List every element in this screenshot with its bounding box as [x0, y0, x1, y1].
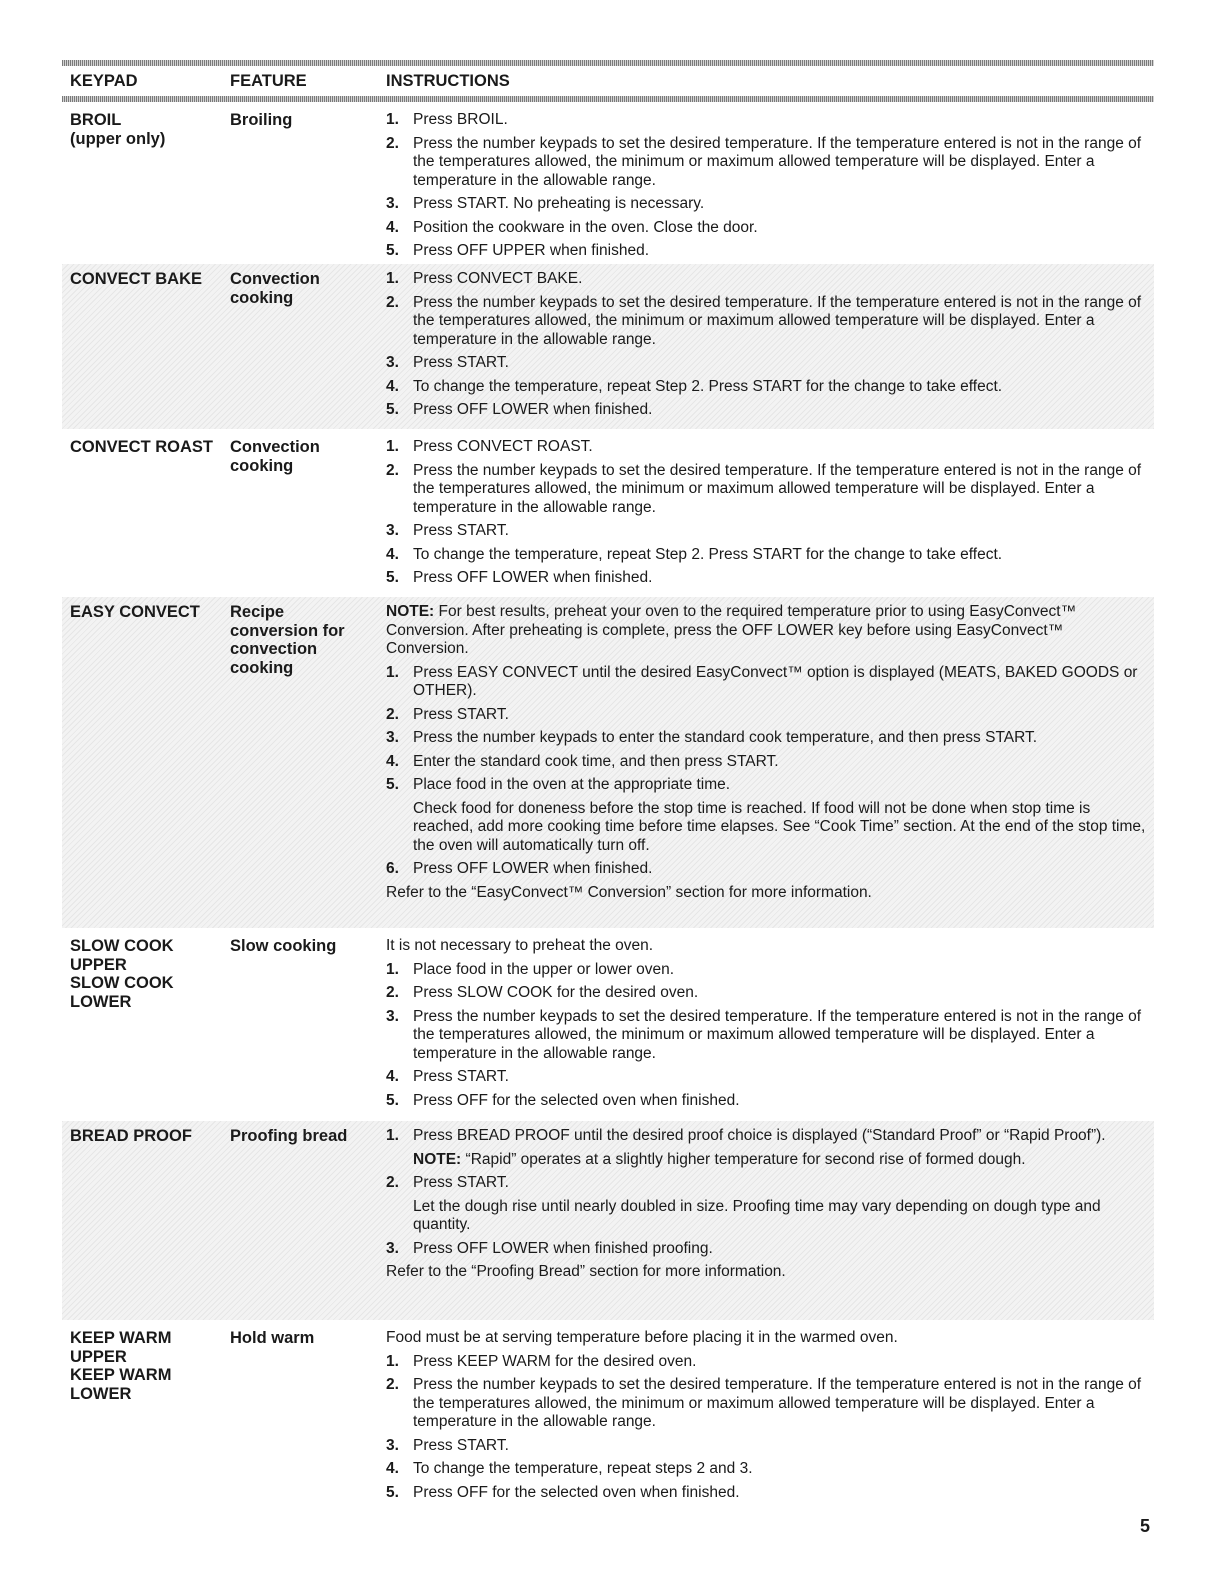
step: 1. Press BREAD PROOF until the desired proof choice is displayed (“Standard Proof” or “Rapid Proof”). — [386, 1127, 1106, 1144]
step: 5. Press OFF LOWER when finished. — [386, 569, 653, 586]
step: 2. Press the number keypads to set the desired temperature. If the temperature entered is not in the range of the temperatures allowed, the minimum or maximum allowed temperature will be displayed. Enter a temperature in the allowable range. — [386, 134, 1142, 189]
feature-label: Broiling — [230, 111, 293, 129]
step: 3. Press START. No preheating is necessary. — [386, 195, 705, 212]
intro: Food must be at serving temperature before placing it in the warmed oven. — [386, 1329, 898, 1346]
step: 2. Press the number keypads to set the desired temperature. If the temperature entered is not in the range of the temperatures allowed, the minimum or maximum allowed temperature will be displayed. Enter a temperature in the allowable range. — [386, 293, 1142, 348]
step: 3. Press the number keypads to enter the standard cook temperature, and then press START. — [386, 729, 1038, 746]
table-header — [62, 66, 1154, 96]
page-number: 5 — [1140, 1516, 1151, 1536]
step: 4. To change the temperature, repeat Step 2. Press START for the change to take effect. — [386, 377, 1003, 395]
step: 4. Position the cookware in the oven. Close the door. — [386, 218, 758, 236]
keypad-label: CONVECT ROAST — [70, 438, 214, 456]
feature-label: Convection cooking — [230, 438, 320, 475]
step: 3. Press START. — [386, 1436, 509, 1454]
instructions — [386, 1329, 1154, 1502]
instructions-table — [62, 60, 1154, 1520]
feature-label: Hold warm — [230, 1329, 315, 1347]
header-feature: FEATURE — [230, 71, 307, 90]
note: NOTE: For best results, preheat your oven to the required temperature prior to using EasyConvect™ Conversion. After preheating is complete, press the OFF LOWER key before using EasyConvect™ Conversion. — [386, 603, 1077, 657]
keypad-label: CONVECT BAKE — [70, 270, 203, 288]
row-easy-convect — [62, 597, 1154, 928]
row-broil — [62, 102, 1154, 264]
instructions — [386, 937, 1154, 1110]
keypad-label: EASY CONVECT — [70, 603, 200, 621]
instructions — [386, 111, 1154, 261]
row-keep-warm — [62, 1320, 1154, 1520]
row-slow-cook — [62, 928, 1154, 1121]
header-keypad: KEYPAD — [70, 71, 138, 90]
step-detail: Let the dough rise until nearly doubled in size. Proofing time may vary depending on dough type and quantity. — [413, 1197, 1101, 1233]
step: 5. Press OFF LOWER when finished. — [386, 401, 653, 418]
step: 2. Press START. — [386, 705, 509, 723]
step: 1. Press BROIL. — [386, 111, 508, 128]
step: 5. Press OFF for the selected oven when finished. — [386, 1091, 740, 1109]
row-bread-proof — [62, 1121, 1154, 1320]
step-detail: Check food for doneness before the stop time is reached. If food will not be done when stop time is reached, add more cooking time before time elapses. See “Cook Time” section. At the end of the stop time, the oven will automatically turn off. — [413, 799, 1146, 854]
step: 4. Enter the standard cook time, and then press START. — [386, 752, 779, 770]
feature-label: Convection cooking — [230, 270, 320, 307]
step: 1. Press KEEP WARM for the desired oven. — [386, 1352, 697, 1370]
row-convect-bake — [62, 264, 1154, 429]
step: 5. Place food in the oven at the appropriate time. — [386, 776, 731, 793]
step: 2. Press the number keypads to set the desired temperature. If the temperature entered is not in the range of the temperatures allowed, the minimum or maximum allowed temperature will be displayed. Enter a temperature in the allowable range. — [386, 461, 1142, 516]
reference-note: Refer to the “EasyConvect™ Conversion” section for more information. — [386, 883, 872, 901]
instructions — [386, 1127, 1154, 1282]
feature-label: Slow cooking — [230, 937, 337, 955]
step: 6. Press OFF LOWER when finished. — [386, 860, 653, 877]
reference-note: Refer to the “Proofing Bread” section for more information. — [386, 1263, 786, 1280]
instructions — [386, 270, 1154, 420]
keypad-label: SLOW COOK UPPER SLOW COOK LOWER — [70, 937, 174, 1011]
step: 2. Press START. — [386, 1174, 509, 1191]
step: 3. Press START. — [386, 354, 509, 371]
feature-label: Recipe conversion for convection cooking — [230, 603, 345, 677]
intro: It is not necessary to preheat the oven. — [386, 937, 654, 954]
step: 4. Press START. — [386, 1068, 509, 1085]
step: 3. Press START. — [386, 522, 509, 539]
step: 2. Press the number keypads to set the desired temperature. If the temperature entered is not in the range of the temperatures allowed, the minimum or maximum allowed temperature will be displayed. Enter a temperature in the allowable range. — [386, 1376, 1142, 1430]
step: 3. Press OFF LOWER when finished proofing. — [386, 1239, 713, 1257]
step: 3. Press the number keypads to set the desired temperature. If the temperature entered is not in the range of the temperatures allowed, the minimum or maximum allowed temperature will be displayed. Enter a temperature in the allowable range. — [386, 1007, 1142, 1062]
step: 5. Press OFF for the selected oven when finished. — [386, 1483, 740, 1501]
instructions — [386, 438, 1154, 588]
step: 1. Press CONVECT BAKE. — [386, 270, 583, 287]
step: 1. Place food in the upper or lower oven. — [386, 960, 675, 978]
feature-label: Proofing bread — [230, 1127, 348, 1145]
step: 4. To change the temperature, repeat Step 2. Press START for the change to take effect. — [386, 545, 1003, 563]
instructions — [386, 603, 1154, 902]
step: 2. Press SLOW COOK for the desired oven. — [386, 984, 699, 1001]
keypad-label: KEEP WARM UPPER KEEP WARM LOWER — [70, 1329, 172, 1403]
keypad-label: BROIL (upper only) — [70, 111, 166, 148]
keypad-label: BREAD PROOF — [70, 1127, 192, 1145]
step: 4. To change the temperature, repeat steps 2 and 3. — [386, 1460, 753, 1477]
row-convect-roast — [62, 429, 1154, 597]
step: 1. Press CONVECT ROAST. — [386, 438, 593, 455]
step: 1. Press EASY CONVECT until the desired EasyConvect™ option is displayed (MEATS, BAKED GOODS or OTHER). — [386, 663, 1138, 699]
note: NOTE: “Rapid” operates at a slightly higher temperature for second rise of formed dough. — [413, 1150, 1026, 1168]
step: 5. Press OFF UPPER when finished. — [386, 242, 650, 259]
header-instructions: INSTRUCTIONS — [386, 71, 510, 90]
